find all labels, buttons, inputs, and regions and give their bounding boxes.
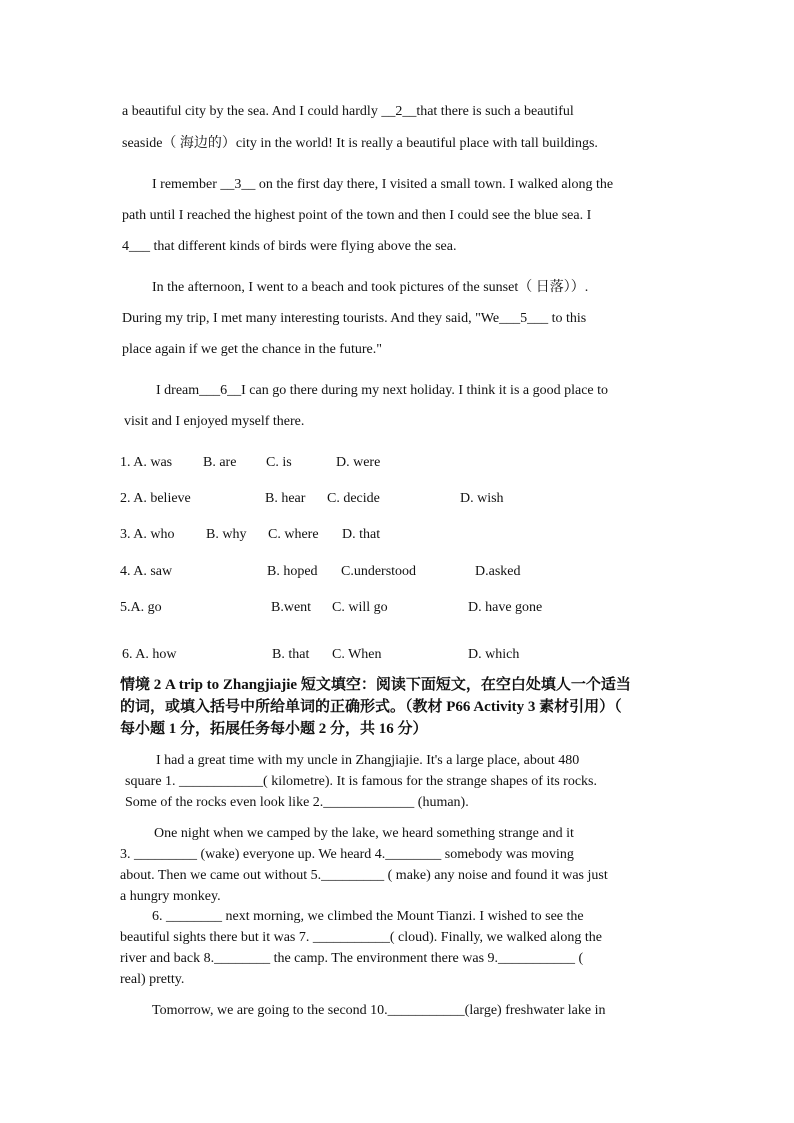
- option-6-b: B. that: [272, 647, 310, 662]
- option-3-b: B. why: [206, 527, 247, 542]
- option-6-a: 6. A. how: [122, 647, 177, 662]
- passage2-line-5: 3. _________ (wake) everyone up. We heard 4.________ somebody was moving: [120, 847, 574, 862]
- passage1-line-1: a beautiful city by the sea. And I could hardly __2__that there is such a beautiful: [122, 104, 574, 119]
- passage1-line-2: seaside（ 海边的）city in the world! It is really a beautiful place with tall buildings.: [122, 136, 598, 151]
- option-4-d: D.asked: [475, 564, 521, 579]
- option-5-d: D. have gone: [468, 600, 543, 615]
- section2-heading-line-2: 的词，或填入括号中所给单词的正确形式。（教材 P66 Activity 3 素材引用）（: [120, 699, 622, 715]
- option-4-a: 4. A. saw: [120, 564, 173, 579]
- option-6-d: D. which: [468, 647, 520, 662]
- option-4-b: B. hoped: [267, 564, 318, 579]
- option-3-c: C. where: [268, 527, 319, 542]
- passage1-line-5: 4___ that different kinds of birds were flying above the sea.: [122, 239, 457, 254]
- passage1-line-3: I remember __3__ on the first day there, I visited a small town. I walked along the: [152, 177, 614, 192]
- passage1-line-4: path until I reached the highest point of the town and then I could see the blue sea. I: [122, 208, 592, 223]
- option-6-c: C. When: [332, 647, 382, 662]
- option-3-d: D. that: [342, 527, 381, 542]
- passage2-line-3: Some of the rocks even look like 2._____________ (human).: [125, 795, 469, 810]
- passage1-line-9: I dream___6__I can go there during my next holiday. I think it is a good place to: [156, 383, 609, 398]
- passage2-line-2: square 1. ____________( kilometre). It is famous for the strange shapes of its rocks.: [125, 774, 598, 789]
- passage2-line-4: One night when we camped by the lake, we heard something strange and it: [154, 826, 574, 841]
- option-2-d: D. wish: [460, 491, 504, 506]
- option-2-c: C. decide: [327, 491, 380, 506]
- passage1-line-7: During my trip, I met many interesting tourists. And they said, "We___5___ to this: [122, 311, 587, 326]
- option-5-c: C. will go: [332, 600, 388, 615]
- section2-heading-line-3: 每小题 1 分，拓展任务每小题 2 分，共 16 分）: [120, 721, 428, 737]
- passage2-line-12: Tomorrow, we are going to the second 10.___________(large) freshwater lake in: [152, 1003, 606, 1018]
- option-1-a: 1. A. was: [120, 455, 173, 470]
- passage1-line-10: visit and I enjoyed myself there.: [124, 414, 305, 429]
- passage2-line-1: I had a great time with my uncle in Zhangjiajie. It's a large place, about 480: [156, 753, 580, 768]
- option-1-b: B. are: [203, 455, 237, 470]
- option-5-a: 5.A. go: [120, 600, 162, 615]
- option-1-d: D. were: [336, 455, 381, 470]
- passage1-line-8: place again if we get the chance in the future.": [122, 342, 382, 357]
- option-1-c: C. is: [266, 455, 292, 470]
- passage2-line-11: real) pretty.: [120, 972, 185, 987]
- option-4-c: C.understood: [341, 564, 417, 579]
- passage2-line-10: river and back 8.________ the camp. The environment there was 9.___________ (: [120, 951, 584, 966]
- passage2-line-9: beautiful sights there but it was 7. ___________( cloud). Finally, we walked along the: [120, 930, 603, 945]
- option-2-a: 2. A. believe: [120, 491, 191, 506]
- section2-heading-line-1: 情境 2 A trip to Zhangjiajie 短文填空：阅读下面短文，在空白处填人一个适当: [120, 677, 631, 693]
- passage1-line-6: In the afternoon, I went to a beach and took pictures of the sunset（ 日落））.: [152, 280, 589, 295]
- passage2-line-6: about. Then we came out without 5._________ ( make) any noise and found it was just: [120, 868, 608, 883]
- option-5-b: B.went: [271, 600, 312, 615]
- passage2-line-7: a hungry monkey.: [120, 889, 221, 904]
- passage2-line-8: 6. ________ next morning, we climbed the Mount Tianzi. I wished to see the: [152, 909, 584, 924]
- option-2-b: B. hear: [265, 491, 306, 506]
- option-3-a: 3. A. who: [120, 527, 175, 542]
